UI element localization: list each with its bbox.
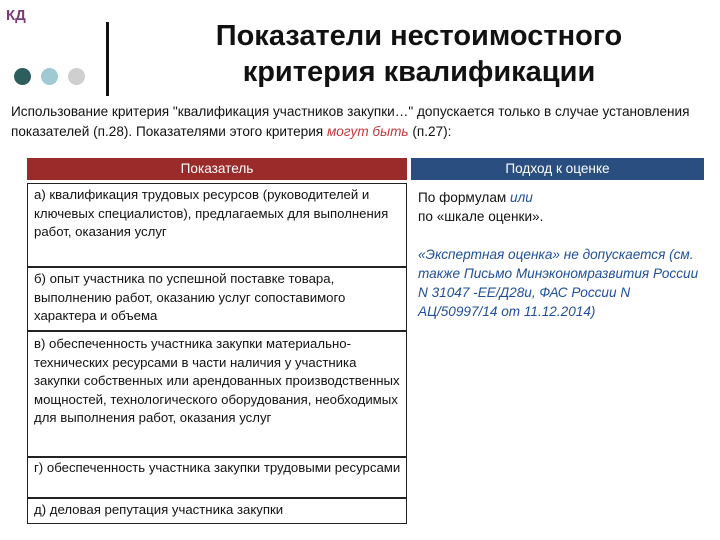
indicator-row-b [27, 267, 407, 331]
indicator-row-d [27, 457, 407, 498]
column-header-indicator: Показатель [27, 158, 407, 180]
approach-formulas-part2: по «шкале оценки». [418, 209, 544, 224]
intro-text [11, 102, 716, 142]
approach-expert-note: «Экспертная оценка» не допускается (см. также Письмо Минэкономразвития России N 31047 -ЕЕ/Д28и, ФАС России N АЦ/50997/14 от 11.12.2014) [418, 247, 699, 319]
intro-part2: (п.27): [408, 124, 452, 139]
page-title-line2: критерия квалификации [242, 56, 596, 88]
page-title-line1: Показатели нестоимостного [215, 20, 623, 52]
indicator-row-a [27, 183, 407, 267]
indicator-text-e: д) деловая репутация участника закупки [34, 502, 284, 517]
dot-grey-icon [68, 68, 85, 85]
dot-dark-icon [14, 68, 31, 85]
indicator-row-e [27, 498, 407, 524]
approach-formulas-or: или [510, 190, 533, 205]
indicator-text-a: а) квалификация трудовых ресурсов (руководителей и ключевых специалистов), предлагаемых для выполнения работ, оказания услуг [34, 187, 389, 240]
indicator-text-d: г) обеспеченность участника закупки трудовыми ресурсами [34, 460, 401, 475]
intro-emphasis: могут быть [326, 124, 409, 139]
page-title [118, 18, 720, 90]
dot-light-blue-icon [41, 68, 58, 85]
intro-part1: Использование критерия "квалификация участников закупки…" допускается только в случае установления показателей (п.28). Показателями этого критерия [11, 104, 690, 139]
approach-formulas [418, 188, 708, 226]
indicator-text-b: б) опыт участника по успешной поставке товара, выполнению работ, оказанию услуг сопоставимого характера и объема [34, 271, 346, 324]
approach-formulas-part1: По формулам [418, 190, 511, 205]
column-header-approach: Подход к оценке [411, 158, 704, 180]
indicator-text-c: в) обеспеченность участника закупки материально-технических ресурсами в части наличия у участника закупки собственных или арендованных производственных мощностей, технологического оборудования, необходимых для выполнения работ, оказания услуг [34, 336, 400, 426]
logo-text: КД [6, 7, 26, 24]
title-divider [106, 22, 109, 96]
indicator-row-c [27, 331, 407, 457]
